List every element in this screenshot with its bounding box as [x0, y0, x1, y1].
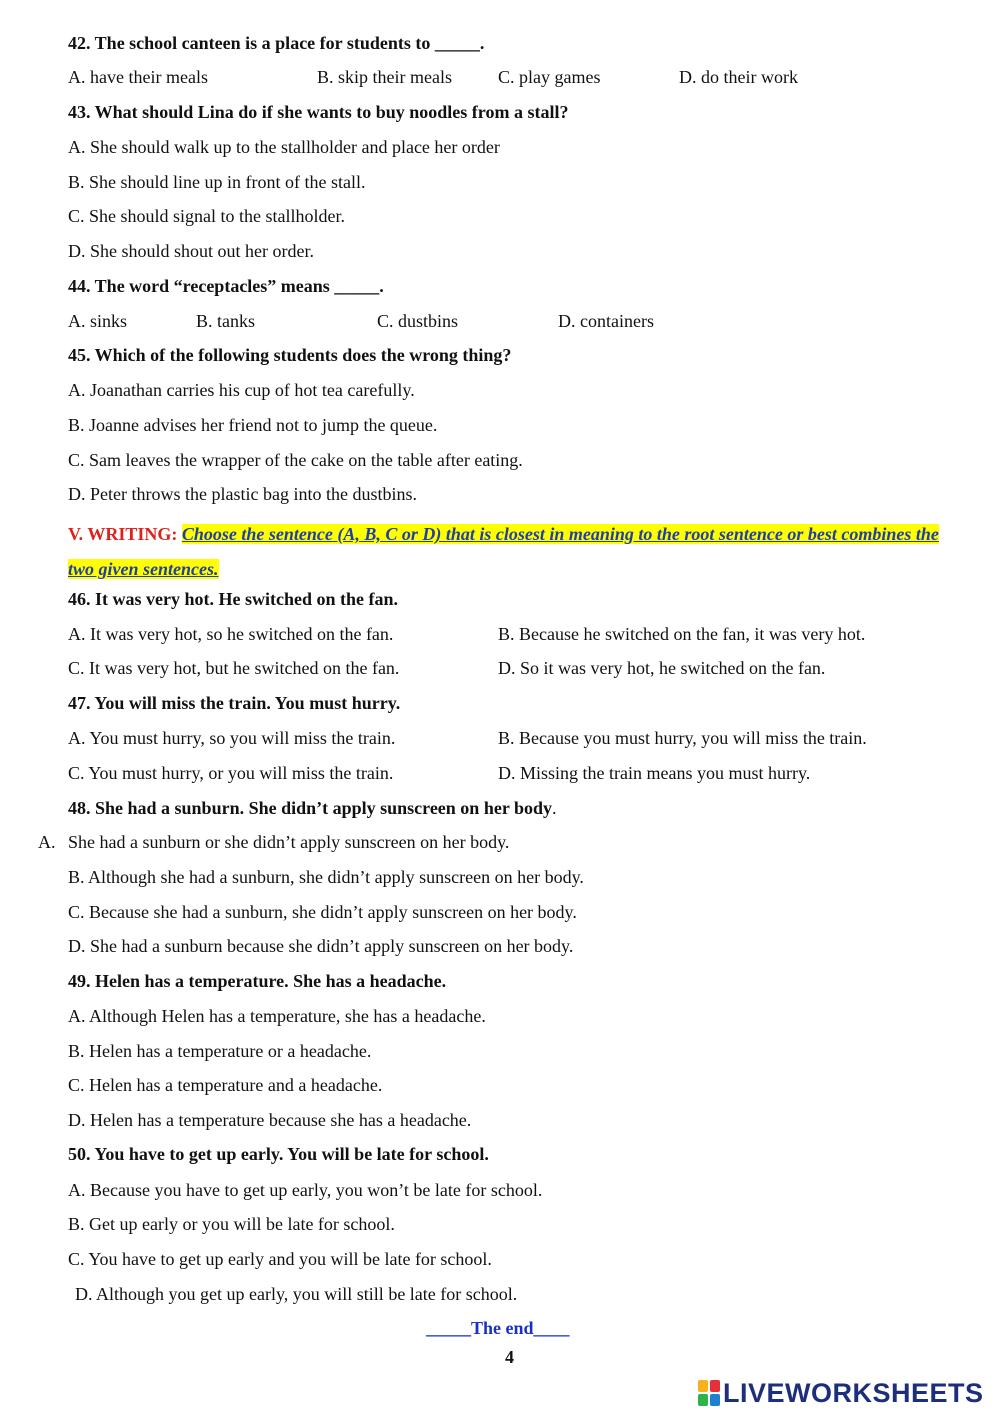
q48-stem-period: . [552, 798, 557, 818]
q49-option-a: A. Although Helen has a temperature, she has a headache. [68, 1006, 486, 1026]
question-42-stem: 42. The school canteen is a place for students to _____. [68, 33, 485, 53]
q42-option-b: B. skip their meals [317, 67, 452, 87]
q46-option-d: D. So it was very hot, he switched on the fan. [498, 658, 826, 678]
q46-option-c: C. It was very hot, but he switched on the fan. [68, 658, 400, 678]
liveworksheets-logo[interactable] [698, 1378, 984, 1408]
q50-option-a: A. Because you have to get up early, you won’t be late for school. [68, 1180, 543, 1200]
q48-option-d: D. She had a sunburn because she didn’t apply sunscreen on her body. [68, 936, 574, 956]
q48-option-a-label: A. [38, 832, 56, 852]
page-number: 4 [505, 1347, 514, 1367]
q50-option-c: C. You have to get up early and you will be late for school. [68, 1249, 492, 1269]
question-50-stem: 50. You have to get up early. You will be late for school. [68, 1144, 489, 1164]
q44-option-d: D. containers [558, 311, 654, 331]
q46-option-a: A. It was very hot, so he switched on the fan. [68, 624, 394, 644]
section-instruction: Choose the sentence (A, B, C or D) that is closest in meaning to the root sentence or best combines the two given sentences. [68, 524, 939, 579]
question-45-stem: 45. Which of the following students does the wrong thing? [68, 345, 512, 365]
q49-option-b: B. Helen has a temperature or a headache. [68, 1041, 372, 1061]
question-43-stem: 43. What should Lina do if she wants to buy noodles from a stall? [68, 102, 569, 122]
question-49-stem: 49. Helen has a temperature. She has a headache. [68, 971, 447, 991]
question-44-stem: 44. The word “receptacles” means _____. [68, 276, 384, 296]
q43-option-d: D. She should shout out her order. [68, 241, 314, 261]
q45-option-c: C. Sam leaves the wrapper of the cake on the table after eating. [68, 450, 523, 470]
q48-option-b: B. Although she had a sunburn, she didn’t apply sunscreen on her body. [68, 867, 584, 887]
q50-option-b: B. Get up early or you will be late for school. [68, 1214, 395, 1234]
q44-option-a: A. sinks [68, 311, 128, 331]
section-title: V. WRITING: [68, 524, 182, 544]
q47-option-c: C. You must hurry, or you will miss the train. [68, 763, 394, 783]
q45-option-a: A. Joanathan carries his cup of hot tea carefully. [68, 380, 415, 400]
section-writing-heading [68, 517, 948, 587]
q46-option-b: B. Because he switched on the fan, it was very hot. [498, 624, 866, 644]
question-48-stem [68, 797, 557, 819]
q48-stem-text: 48. She had a sunburn. She didn’t apply sunscreen on her body [68, 798, 553, 818]
q43-option-a: A. She should walk up to the stallholder and place her order [68, 137, 500, 157]
q47-option-b: B. Because you must hurry, you will miss the train. [498, 728, 867, 748]
question-46-stem: 46. It was very hot. He switched on the fan. [68, 589, 398, 609]
q42-option-a: A. have their meals [68, 67, 208, 87]
question-47-stem: 47. You will miss the train. You must hurry. [68, 693, 401, 713]
q49-option-d: D. Helen has a temperature because she has a headache. [68, 1110, 472, 1130]
q42-option-c: C. play games [498, 67, 601, 87]
q44-option-c: C. dustbins [377, 311, 459, 331]
q43-option-b: B. She should line up in front of the stall. [68, 172, 366, 192]
q47-option-a: A. You must hurry, so you will miss the train. [68, 728, 396, 748]
liveworksheets-logo-icon [698, 1380, 720, 1406]
the-end-label: _____The end____ [426, 1318, 570, 1338]
logo-text: LIVEWORKSHEETS [723, 1377, 984, 1408]
q48-option-c: C. Because she had a sunburn, she didn’t apply sunscreen on her body. [68, 902, 577, 922]
q48-option-a: She had a sunburn or she didn’t apply sunscreen on her body. [68, 832, 510, 852]
q45-option-d: D. Peter throws the plastic bag into the dustbins. [68, 484, 417, 504]
q42-option-d: D. do their work [679, 67, 798, 87]
q45-option-b: B. Joanne advises her friend not to jump the queue. [68, 415, 438, 435]
q43-option-c: C. She should signal to the stallholder. [68, 206, 345, 226]
q50-option-d: D. Although you get up early, you will still be late for school. [75, 1284, 518, 1304]
q44-option-b: B. tanks [196, 311, 256, 331]
q47-option-d: D. Missing the train means you must hurry. [498, 763, 811, 783]
q49-option-c: C. Helen has a temperature and a headache. [68, 1075, 383, 1095]
